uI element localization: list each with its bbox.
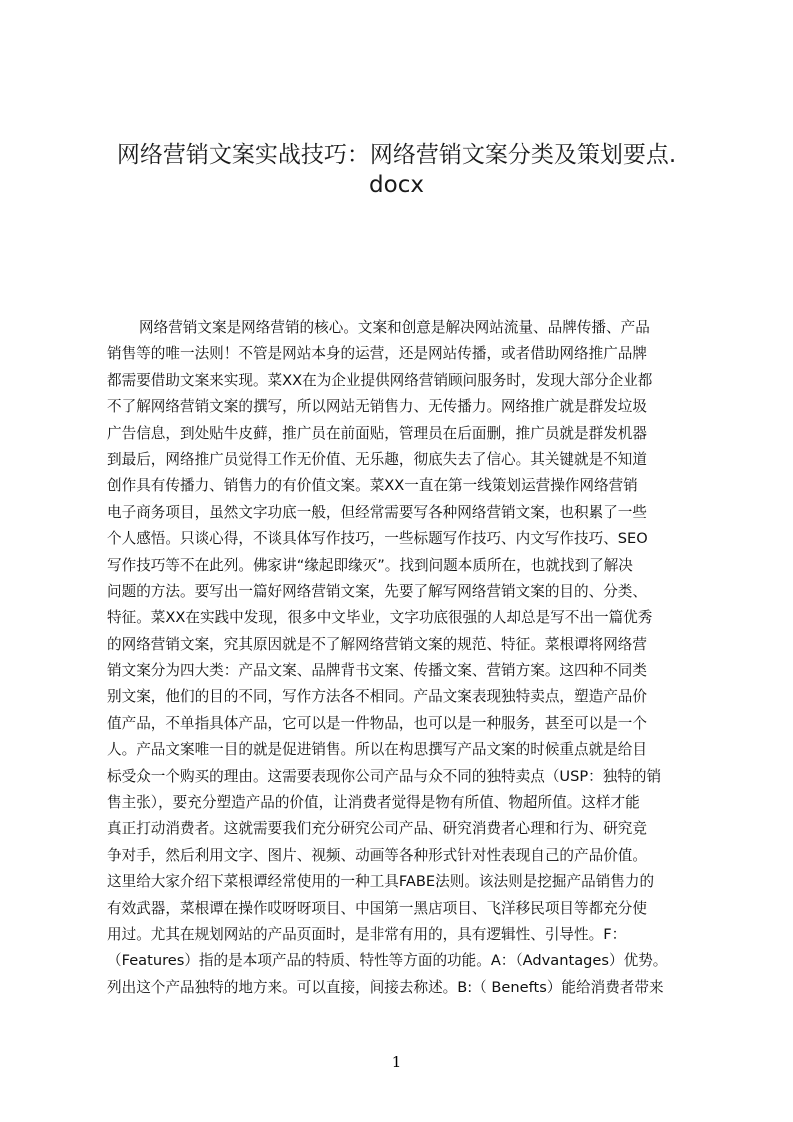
body-line: 问题的方法。要写出一篇好网络营销文案，先要了解写网络营销文案的目的、分类、 — [107, 582, 647, 600]
page-number: 1 — [391, 1053, 402, 1071]
body-line: 特征。菜XX在实践中发现，很多中文毕业，文字功底很强的人却总是写不出一篇优秀 — [107, 609, 653, 627]
body-line: 的网络营销文案，究其原因就是不了解网络营销文案的规范、特征。菜根谭将网络营 — [107, 635, 647, 653]
body-line: （Features）指的是本项产品的特质、特性等方面的功能。A：（Advantages）优势。 — [107, 952, 668, 970]
body-line: 用过。尤其在规划网站的产品页面时，是非常有用的，具有逻辑性、引导性。F： — [107, 925, 627, 943]
body-line: 创作具有传播力、销售力的有价值文案。菜XX一直在第一线策划运营操作网络营销 — [107, 477, 638, 495]
body-line: 值产品，不单指具体产品，它可以是一件物品，也可以是一种服务，甚至可以是一个 — [107, 714, 647, 732]
body-line: 销售等的唯一法则！不管是网站本身的运营，还是网站传播，或者借助网络推广品牌 — [107, 345, 647, 363]
body-line: 电子商务项目，虽然文字功底一般，但经常需要写各种网络营销文案，也积累了一些 — [107, 503, 647, 521]
body-line: 人。产品文案唯一目的就是促进销售。所以在构思撰写产品文案的时候重点就是给目 — [107, 741, 647, 759]
document-title-line-2: docx — [369, 172, 424, 198]
body-line: 网络营销文案是网络营销的核心。文案和创意是解决网站流量、品牌传播、产品 — [139, 319, 650, 336]
body-line: 广告信息，到处贴牛皮藓，推广员在前面贴，管理员在后面删，推广员就是群发机器 — [107, 424, 647, 442]
body-line: 争对手，然后利用文字、图片、视频、动画等各种形式针对性表现自己的产品价值。 — [107, 846, 647, 864]
body-line: 个人感悟。只谈心得，不谈具体写作技巧，一些标题写作技巧、内文写作技巧、SEO — [107, 530, 648, 548]
body-line: 真正打动消费者。这就需要我们充分研究公司产品、研究消费者心理和行为、研究竞 — [107, 820, 647, 838]
body-line: 这里给大家介绍下菜根谭经常使用的一种工具FABE法则。该法则是挖掘产品销售力的 — [107, 873, 655, 891]
body-line: 销文案分为四大类：产品文案、品牌背书文案、传播文案、营销方案。这四种不同类 — [107, 662, 647, 680]
document-body — [107, 315, 697, 1001]
document-title-line-1: 网络营销文案实战技巧：网络营销文案分类及策划要点. — [116, 142, 677, 168]
body-line: 有效武器，菜根谭在操作哎呀呀项目、中国第一黑店项目、飞洋移民项目等都充分使 — [107, 899, 647, 917]
body-line: 标受众一个购买的理由。这需要表现你公司产品与众不同的独特卖点（USP：独特的销 — [107, 767, 662, 785]
body-line: 别文案，他们的目的不同，写作方法各不相同。产品文案表现独特卖点，塑造产品价 — [107, 688, 647, 706]
body-line: 都需要借助文案来实现。菜XX在为企业提供网络营销顾问服务时，发现大部分企业都 — [107, 371, 653, 389]
body-line: 写作技巧等不在此列。佛家讲“缘起即缘灭”。找到问题本质所在，也就找到了解决 — [107, 556, 633, 574]
body-line: 不了解网络营销文案的撰写，所以网站无销售力、无传播力。网络推广就是群发垃圾 — [107, 398, 647, 416]
document-title — [60, 140, 733, 200]
body-line: 售主张），要充分塑造产品的价值，让消费者觉得是物有所值、物超所值。这样才能 — [107, 794, 640, 812]
body-line: 到最后，网络推广员觉得工作无价值、无乐趣，彻底失去了信心。其关键就是不知道 — [107, 450, 647, 468]
body-line: 列出这个产品独特的地方来。可以直接，间接去称述。B:（ Benefts）能给消费者带来 — [107, 978, 664, 996]
